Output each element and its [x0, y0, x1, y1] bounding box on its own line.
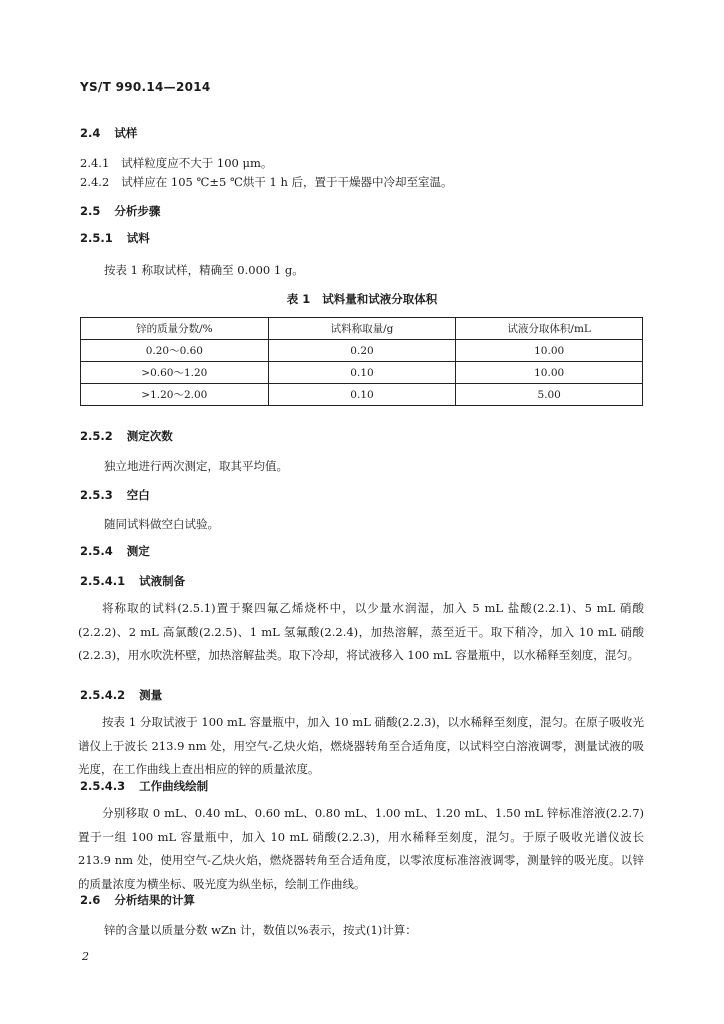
- section-number: 2.5: [80, 204, 101, 218]
- section-2-5-2-body: 独立地进行两次测定，取其平均值。: [104, 459, 288, 473]
- section-2-5-4-2-heading: [80, 687, 162, 703]
- section-title: 试液制备: [139, 574, 186, 588]
- section-2-5-1-heading: [80, 230, 150, 246]
- section-2-5-4-heading: [80, 543, 150, 559]
- table-cell: 0.10: [268, 384, 456, 406]
- section-title: 试样: [114, 126, 138, 140]
- table-cell: 10.00: [456, 362, 643, 384]
- section-title: 测定次数: [126, 429, 173, 443]
- section-2-5-2-heading: [80, 428, 173, 444]
- section-number: 2.5.1: [80, 231, 113, 245]
- section-number: 2.5.4: [80, 544, 113, 558]
- section-title: 空白: [126, 488, 150, 502]
- header-cell: 锌的质量分数/%: [81, 318, 269, 340]
- page-number: 2: [82, 950, 89, 963]
- table-cell: >0.60～1.20: [81, 362, 269, 384]
- table-header-row: [81, 318, 643, 340]
- section-2-5-1-body: 按表 1 称取试样，精确至 0.000 1 g。: [104, 263, 304, 277]
- section-2-5-4-1-heading: [80, 573, 185, 589]
- table-cell: 0.20: [268, 340, 456, 362]
- section-number: 2.6: [80, 893, 101, 907]
- table-cell: 0.20～0.60: [81, 340, 269, 362]
- standard-code: YS/T 990.14—2014: [80, 80, 211, 94]
- header-cell: 试料称取量/g: [268, 318, 456, 340]
- clause-number: 2.4.1: [80, 156, 110, 170]
- header-cell: 试液分取体积/mL: [456, 318, 643, 340]
- section-title: 测量: [139, 688, 163, 702]
- clause-2-4-2: [80, 174, 453, 190]
- clause-2-4-1: [80, 155, 272, 171]
- section-2-5-4-3-body: 分别移取 0 mL、0.40 mL、0.60 mL、0.80 mL、1.00 mL、1.20 mL、1.50 mL 锌标准溶液(2.2.7)置于一组 100 mL 容量瓶中，加入 10 mL 硝酸(2.2.3)，用水稀释至刻度，混匀。于原子吸收光谱仪波长 213.9 nm 处，使用空气-乙炔火焰，燃烧器转角至合适角度，以零浓度标准溶液调零，测量锌的吸光度。以锌的质量浓度为横坐标、吸光度为纵坐标，绘制工作曲线。: [78, 806, 644, 891]
- table-label: 表 1: [286, 292, 311, 306]
- section-number: 2.5.4.3: [80, 779, 126, 793]
- section-number: 2.5.4.2: [80, 688, 126, 702]
- section-title: 测定: [126, 544, 150, 558]
- section-2-5-heading: [80, 203, 160, 219]
- section-title: 分析结果的计算: [114, 893, 195, 907]
- table-1: [80, 317, 643, 406]
- section-2-5-4-2-body: 按表 1 分取试液于 100 mL 容量瓶中，加入 10 mL 硝酸(2.2.3)，以水稀释至刻度，混匀。在原子吸收光谱仪上于波长 213.9 nm 处，用空气-乙炔火焰，燃烧器转角至合适角度，以试料空白溶液调零，测量试液的吸光度，在工作曲线上查出相应的锌的质量浓度。: [78, 715, 644, 776]
- table-cell: 10.00: [456, 340, 643, 362]
- table-cell: 0.10: [268, 362, 456, 384]
- section-number: 2.4: [80, 126, 101, 140]
- section-number: 2.5.3: [80, 488, 113, 502]
- section-2-5-4-3-heading: [80, 778, 208, 794]
- section-2-6-heading: [80, 892, 195, 908]
- section-title: 分析步骤: [114, 204, 161, 218]
- table-row: [81, 362, 643, 384]
- table-row: [81, 340, 643, 362]
- section-2-5-4-1-body: 将称取的试料(2.5.1)置于聚四氟乙烯烧杯中，以少量水润湿，加入 5 mL 盐酸(2.2.1)、5 mL 硝酸(2.2.2)、2 mL 高氯酸(2.2.5)、1 mL 氢氟酸(2.2.4)，加热溶解，蒸至近干。取下稍冷，加入 10 mL 硝酸(2.2.3)，用水吹洗杯壁，加热溶解盐类。取下冷却，将试液移入 100 mL 容量瓶中，以水稀释至刻度，混匀。: [78, 601, 644, 662]
- section-title: 工作曲线绘制: [139, 779, 209, 793]
- table-row: [81, 384, 643, 406]
- table-1-caption: [0, 291, 724, 307]
- section-2-5-3-body: 随同试料做空白试验。: [104, 517, 219, 531]
- table-title: 试料量和试液分取体积: [322, 292, 438, 306]
- section-number: 2.5.4.1: [80, 574, 126, 588]
- section-2-5-3-heading: [80, 487, 150, 503]
- clause-text: 试样粒度应不大于 100 μm。: [121, 156, 273, 170]
- clause-text: 试样应在 105 ℃±5 ℃烘干 1 h 后，置于干燥器中冷却至室温。: [121, 175, 453, 189]
- table-cell: 5.00: [456, 384, 643, 406]
- section-2-4-heading: [80, 125, 137, 141]
- section-title: 试料: [126, 231, 150, 245]
- clause-number: 2.4.2: [80, 175, 110, 189]
- section-2-6-body: 锌的含量以质量分数 wZn 计，数值以%表示，按式(1)计算：: [104, 923, 417, 937]
- section-number: 2.5.2: [80, 429, 113, 443]
- table-cell: >1.20～2.00: [81, 384, 269, 406]
